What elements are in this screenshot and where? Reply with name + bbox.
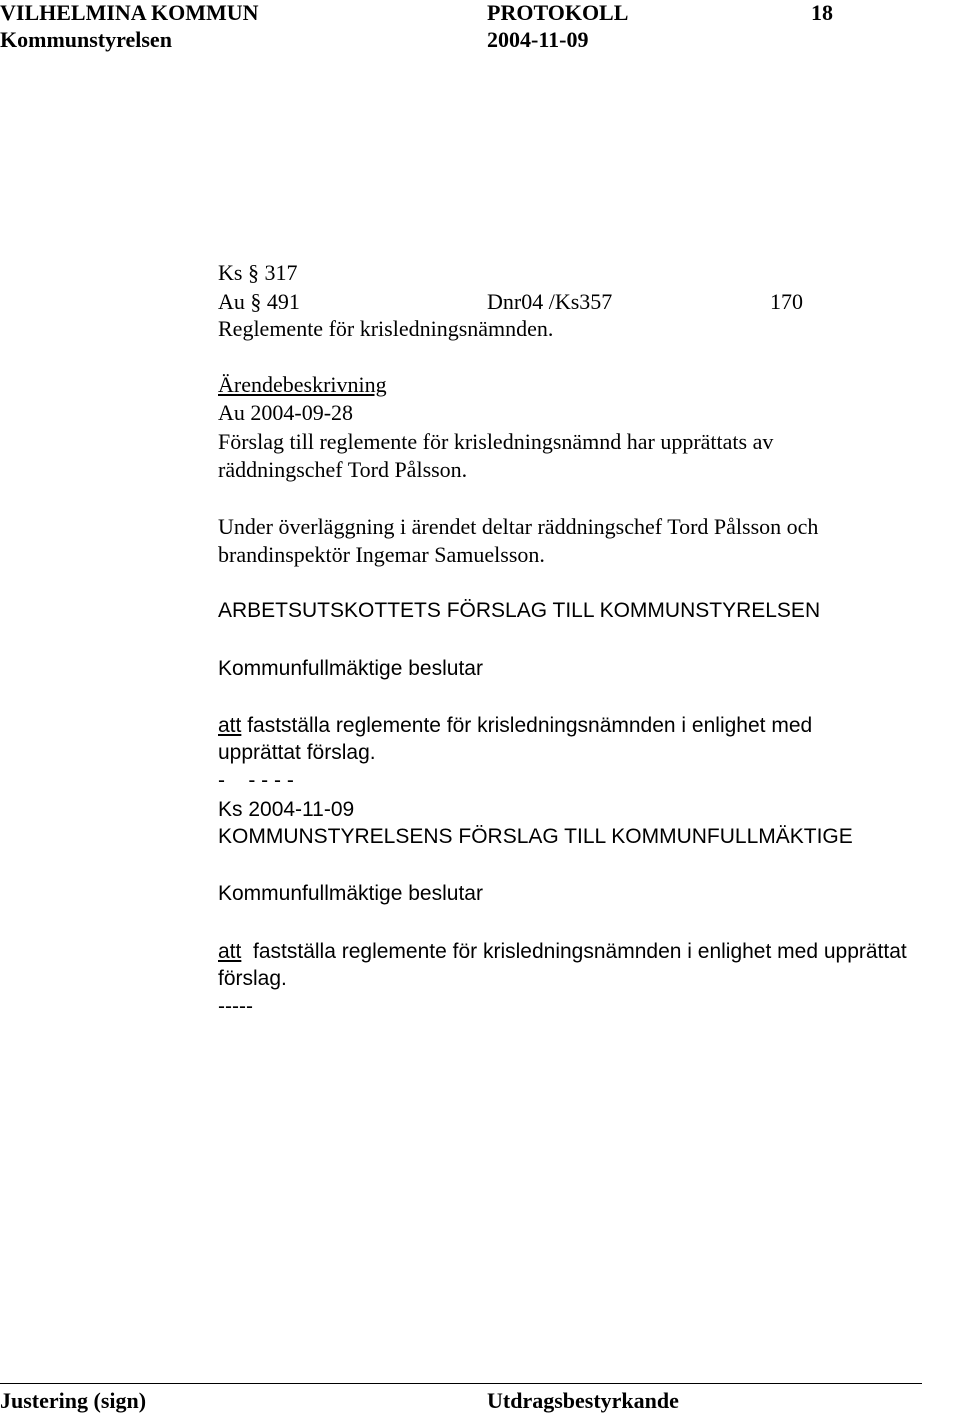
description-line-2: räddningschef Tord Pålsson. — [218, 457, 468, 482]
description-line-1: Förslag till reglemente för krisledningsnämnd har upprättats av — [218, 429, 774, 454]
footer-rule — [0, 1383, 922, 1384]
ks-proposal-line-1 — [218, 937, 907, 966]
deliberation-line-2: brandinspektör Ingemar Samuelsson. — [218, 542, 545, 567]
au-proposal-line-1 — [218, 711, 812, 740]
au-date-line: Au 2004-09-28 — [218, 400, 354, 425]
meeting-date: 2004-11-09 — [487, 27, 589, 52]
footer-signature-label: Justering (sign) — [0, 1388, 147, 1413]
deliberation-line-1: Under överläggning i ärendet deltar räddningschef Tord Pålsson och — [218, 514, 819, 539]
ks-proposal-heading: KOMMUNSTYRELSENS FÖRSLAG TILL KOMMUNFULLMÄKTIGE — [218, 825, 853, 848]
au-proposal-separator: - - - - - — [218, 769, 294, 792]
case-title: Reglemente för krisledningsnämnden. — [218, 316, 554, 341]
footer-certification-label: Utdragsbestyrkande — [487, 1388, 679, 1413]
municipality-name: VILHELMINA KOMMUN — [0, 0, 259, 25]
ks-proposal-line-2: förslag. — [218, 967, 287, 990]
au-paragraph-ref: Au § 491 — [218, 289, 300, 314]
att-keyword: att — [218, 940, 242, 963]
committee-name: Kommunstyrelsen — [0, 27, 172, 52]
att-keyword: att — [218, 714, 242, 737]
ks-proposal-decides: Kommunfullmäktige beslutar — [218, 882, 483, 905]
page-number: 18 — [811, 0, 833, 25]
ks-proposal-line-1-text: fastställa reglemente för krisledningsnämnden i enlighet med upprättat — [241, 940, 907, 963]
ks-date-line: Ks 2004-11-09 — [218, 798, 355, 821]
description-heading: Ärendebeskrivning — [218, 372, 387, 397]
ks-proposal-separator: ----- — [218, 995, 253, 1018]
document-type: PROTOKOLL — [487, 0, 629, 25]
au-proposal-heading: ARBETSUTSKOTTETS FÖRSLAG TILL KOMMUNSTYRELSEN — [218, 599, 821, 622]
ks-paragraph-ref: Ks § 317 — [218, 260, 298, 285]
diary-number: Dnr04 /Ks357 — [487, 289, 613, 314]
au-proposal-line-1-text: fastställa reglemente för krisledningsnämnden i enlighet med — [241, 714, 813, 737]
au-proposal-decides: Kommunfullmäktige beslutar — [218, 657, 483, 680]
au-proposal-line-2: upprättat förslag. — [218, 741, 376, 764]
case-number: 170 — [770, 289, 803, 314]
